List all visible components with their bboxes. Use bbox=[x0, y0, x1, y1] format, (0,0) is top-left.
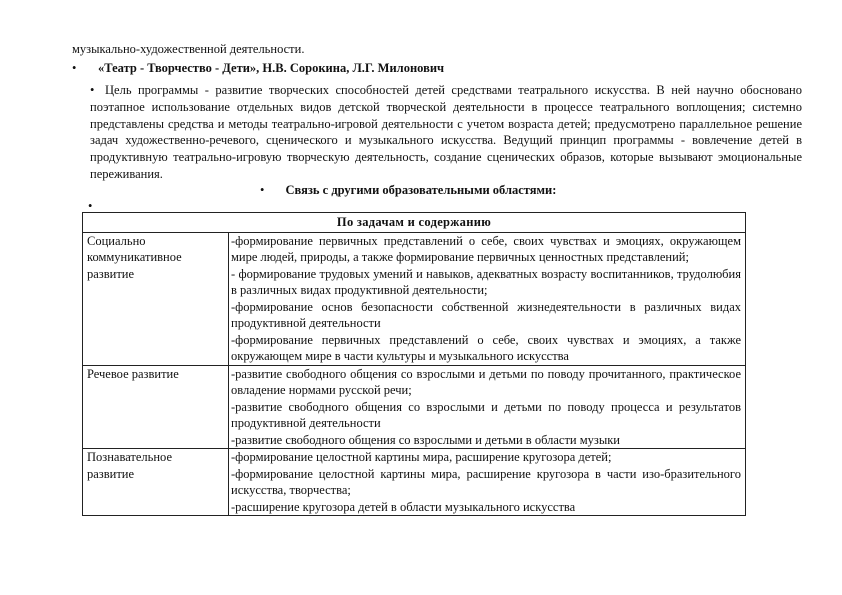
table-row bbox=[83, 449, 746, 516]
task-item: -развитие свободного общения со взрослыми и детьми по поводу прочитанного, практическое овладение нормами русской речи; bbox=[231, 366, 741, 397]
task-item: -развитие свободного общения со взрослыми и детьми в области музыки bbox=[231, 432, 620, 447]
task-item: - формирование трудовых умений и навыков, адекватных возрасту воспитанников, трудолюбия в различных видах продуктивной деятельности; bbox=[231, 266, 741, 297]
program-description: Цель программы - развитие творческих способностей детей средствами театрального искусства. В ней научно обосновано поэтапное использование отдельных видов детской творческой деятельности в процессе театрального воплощения; системно представлены средства и методы театрально-игровой деятельности с учетом возраста детей; предусмотрено параллельное решение задач художественно-речевого, сценического и музыкального искусства. Ведущий принцип программы - вовлечение детей в продуктивную театрально-игровую творческую деятельность, создание сценических образов, которые вызывают эмоциональные переживания. bbox=[90, 83, 802, 181]
program-description-block bbox=[90, 82, 802, 183]
tasks-cell bbox=[229, 232, 746, 365]
area-cell: Социально коммуникативное развитие bbox=[83, 232, 229, 365]
table-header-row bbox=[83, 213, 746, 233]
tasks-cell bbox=[229, 449, 746, 516]
area-cell: Познавательное развитие bbox=[83, 449, 229, 516]
bullet-icon: • bbox=[72, 61, 77, 75]
bullet-icon: • bbox=[260, 183, 265, 197]
task-item: -формирование основ безопасности собственной жизнедеятельности в различных видах продуктивной деятельности bbox=[231, 299, 741, 330]
task-item: -развитие свободного общения со взрослыми и детьми по поводу процесса и результатов продуктивной деятельности bbox=[231, 399, 741, 430]
area-cell: Речевое развитие bbox=[83, 365, 229, 449]
task-item: -формирование целостной картины мира, расширение кругозора в части изо-бразительного искусства, творчества; bbox=[231, 466, 741, 497]
connections-heading: Связь с другими образовательными областями: bbox=[285, 183, 557, 197]
connections-table bbox=[82, 212, 746, 516]
task-item: -расширение кругозора детей в области музыкального искусства bbox=[231, 499, 576, 514]
tasks-cell bbox=[229, 365, 746, 449]
bullet-icon: • bbox=[90, 83, 95, 97]
task-item: -формирование первичных представлений о себе, своих чувствах и эмоциях, окружающем мире людей, природы, а также формирование первичных ценностных представлений; bbox=[231, 233, 741, 264]
connections-heading-row bbox=[260, 183, 556, 198]
table-row bbox=[83, 365, 746, 449]
task-item: -формирование первичных представлений о себе, своих чувствах и эмоциях, а также окружающем мире в части культуры и музыкального искусства bbox=[231, 332, 741, 363]
table-header: По задачам и содержанию bbox=[83, 213, 746, 233]
program-title: «Театр - Творчество - Дети», Н.В. Сорокина, Л.Г. Милонович bbox=[98, 61, 445, 75]
task-item: -формирование целостной картины мира, расширение кругозора детей; bbox=[231, 450, 612, 464]
table-row bbox=[83, 232, 746, 365]
empty-bullet-icon: • bbox=[88, 199, 93, 213]
intro-line: музыкально-художественной деятельности. bbox=[72, 42, 305, 56]
